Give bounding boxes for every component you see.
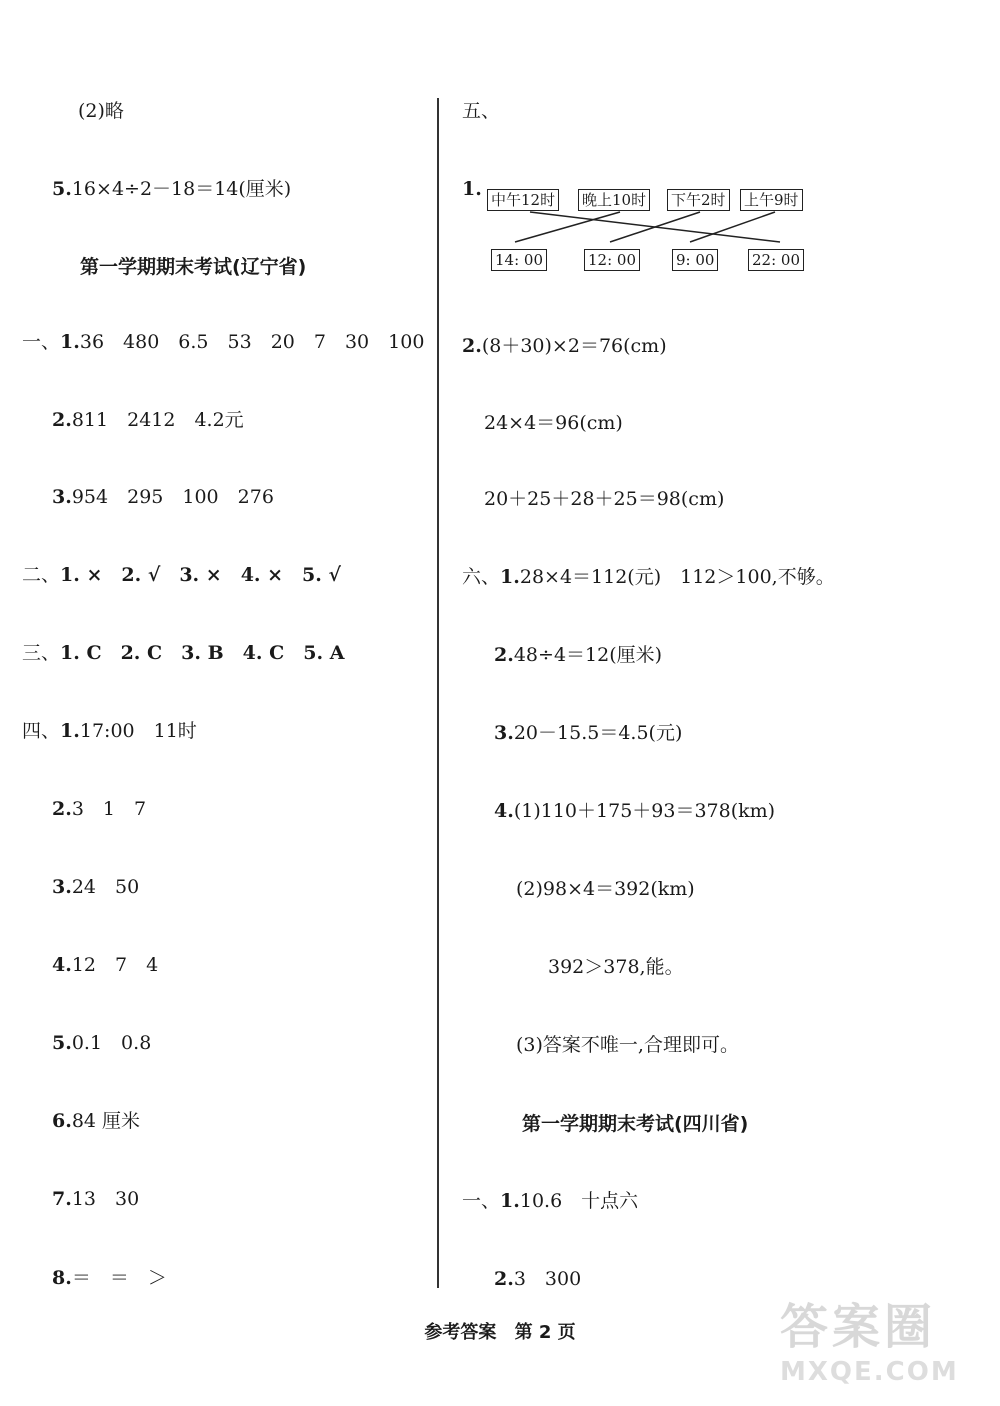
column-divider [437,98,439,1288]
answer-line: 一、1.36 480 6.5 53 20 7 30 100 [22,331,425,353]
answer-line: 392＞378,能。 [548,956,684,978]
answer-line: 20＋25＋28＋25＝98(cm) [484,488,725,510]
answer-line: 2.3 300 [494,1268,582,1290]
match-line [690,212,775,242]
time-box: 9: 00 [672,249,718,271]
time-box: 22: 00 [748,249,804,271]
time-box: 14: 00 [491,249,547,271]
time-box: 12: 00 [584,249,640,271]
answer-line: 2.811 2412 4.2元 [52,409,244,431]
answer-line: 四、1.17:00 11时 [22,720,197,742]
answer-line: 1. [462,178,482,200]
answer-line: 3.20－15.5＝4.5(元) [494,722,683,744]
answer-line: 4.(1)110＋175＋93＝378(km) [494,800,776,822]
answer-line: 5.0.1 0.8 [52,1032,152,1054]
watermark-url: MXQE.COM [780,1357,959,1387]
answer-line: (3)答案不唯一,合理即可。 [516,1034,739,1056]
watermark-title: 答案圈 [780,1299,937,1355]
answer-line: (2)98×4＝392(km) [516,878,695,900]
matching-lines [485,185,815,255]
answer-line: 一、1.10.6 十点六 [462,1190,639,1212]
time-box: 下午2时 [667,189,730,211]
answer-line: 4.12 7 4 [52,954,159,976]
answer-line: 五、 [462,100,501,122]
answer-line: 2.(8＋30)×2＝76(cm) [462,335,667,357]
answer-line: 3.24 50 [52,876,140,898]
section-heading: 第一学期期末考试(四川省) [522,1113,749,1135]
answer-line: 二、1. × 2. √ 3. × 4. × 5. √ [22,564,341,586]
time-box: 晚上10时 [578,189,650,211]
answer-line: 6.84 厘米 [52,1110,141,1132]
footer-label: 参考答案 [424,1322,497,1343]
answer-line: 5.16×4÷2－18＝14(厘米) [52,178,292,200]
page-number: 第 2 页 [514,1322,576,1343]
answer-line: 3.954 295 100 276 [52,486,274,508]
match-line [610,212,700,242]
answer-line: 2.3 1 7 [52,798,147,820]
answer-line: 8.＝ ＝ ＞ [52,1267,167,1289]
section-heading: 第一学期期末考试(辽宁省) [80,256,307,278]
time-box: 上午9时 [740,189,803,211]
answer-line: (2)略 [78,100,124,122]
answer-line: 六、1.28×4＝112(元) 112＞100,不够。 [462,566,835,588]
answer-line: 24×4＝96(cm) [484,412,623,434]
answer-line: 7.13 30 [52,1188,140,1210]
watermark-logo [780,1288,970,1387]
answer-line: 2.48÷4＝12(厘米) [494,644,663,666]
time-box: 中午12时 [487,189,559,211]
answer-line: 三、1. C 2. C 3. B 4. C 5. A [22,642,345,664]
